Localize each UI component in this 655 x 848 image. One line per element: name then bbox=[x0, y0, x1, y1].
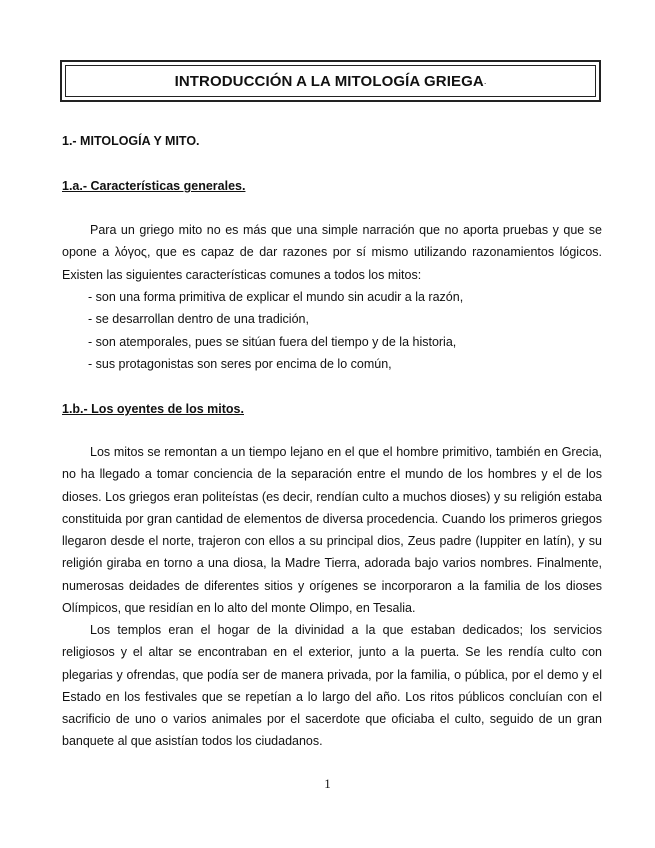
document-title: INTRODUCCIÓN A LA MITOLOGÍA GRIEGA bbox=[174, 72, 484, 90]
list-item: - se desarrollan dentro de una tradición, bbox=[88, 312, 309, 327]
characteristics-list bbox=[88, 286, 598, 375]
intro-paragraph: Para un griego mito no es más que una simple narración que no aporta pruebas y que se opone a λόγος, que es capaz de dar razones por sí mismo utilizando razonamientos lógicos. Existen las siguientes características comunes a todos los mitos: bbox=[62, 223, 602, 282]
document-title-period: . bbox=[483, 76, 487, 86]
list-item: - son una forma primitiva de explicar el mundo sin acudir a la razón, bbox=[88, 290, 464, 304]
list-item: - son atemporales, pues se sitúan fuera del tiempo y de la historia, bbox=[88, 334, 457, 349]
section-heading-1a: 1.a.- Características generales. bbox=[62, 179, 246, 193]
section-heading-1: 1.- MITOLOGÍA Y MITO. bbox=[62, 134, 200, 148]
page-number: 1 bbox=[324, 776, 331, 791]
section-heading-1b: 1.b.- Los oyentes de los mitos. bbox=[62, 402, 244, 416]
paragraph-oyentes-2: Los templos eran el hogar de la divinidad a la que estaban dedicados; los servicios religiosos y el altar se encontraban en el exterior, junto a la puerta. Se les rendía culto con plegarias y ofrendas, que podía ser de manera privada, por la familia, o pública, por el demo y el Estado en los festivales que se repetían a lo largo del año. Los ritos públicos concluían con el sacrificio de uno o varios animales por el sacerdote que oficiaba el culto, seguido de un gran banquete al que asistían todos los ciudadanos. bbox=[62, 623, 602, 749]
list-item: - sus protagonistas son seres por encima de lo común, bbox=[88, 356, 392, 371]
title-inner-frame bbox=[65, 65, 596, 97]
paragraph-oyentes-1: Los mitos se remontan a un tiempo lejano en el que el hombre primitivo, también en Grecia, no ha llegado a tomar conciencia de la separación entre el mundo de los hombres y el de los dioses. Los griegos eran politeístas (es decir, rendían culto a muchos dioses) y su religión estaba constituida por gran cantidad de elementos de diversa procedencia. Cuando los primeros griegos llegaron desde el norte, trajeron con ellos a su principal dios, Zeus padre (Iuppiter en latín), y su religión giraba en torno a una diosa, la Madre Tierra, adorada bajo varios nombres. Finalmente, numerosas deidades de diferentes sitios y orígenes se incorporaron a la familia de los dioses Olímpicos, que residían en lo alto del monte Olimpo, en Tesalia. bbox=[62, 445, 602, 616]
title-box bbox=[60, 60, 601, 102]
